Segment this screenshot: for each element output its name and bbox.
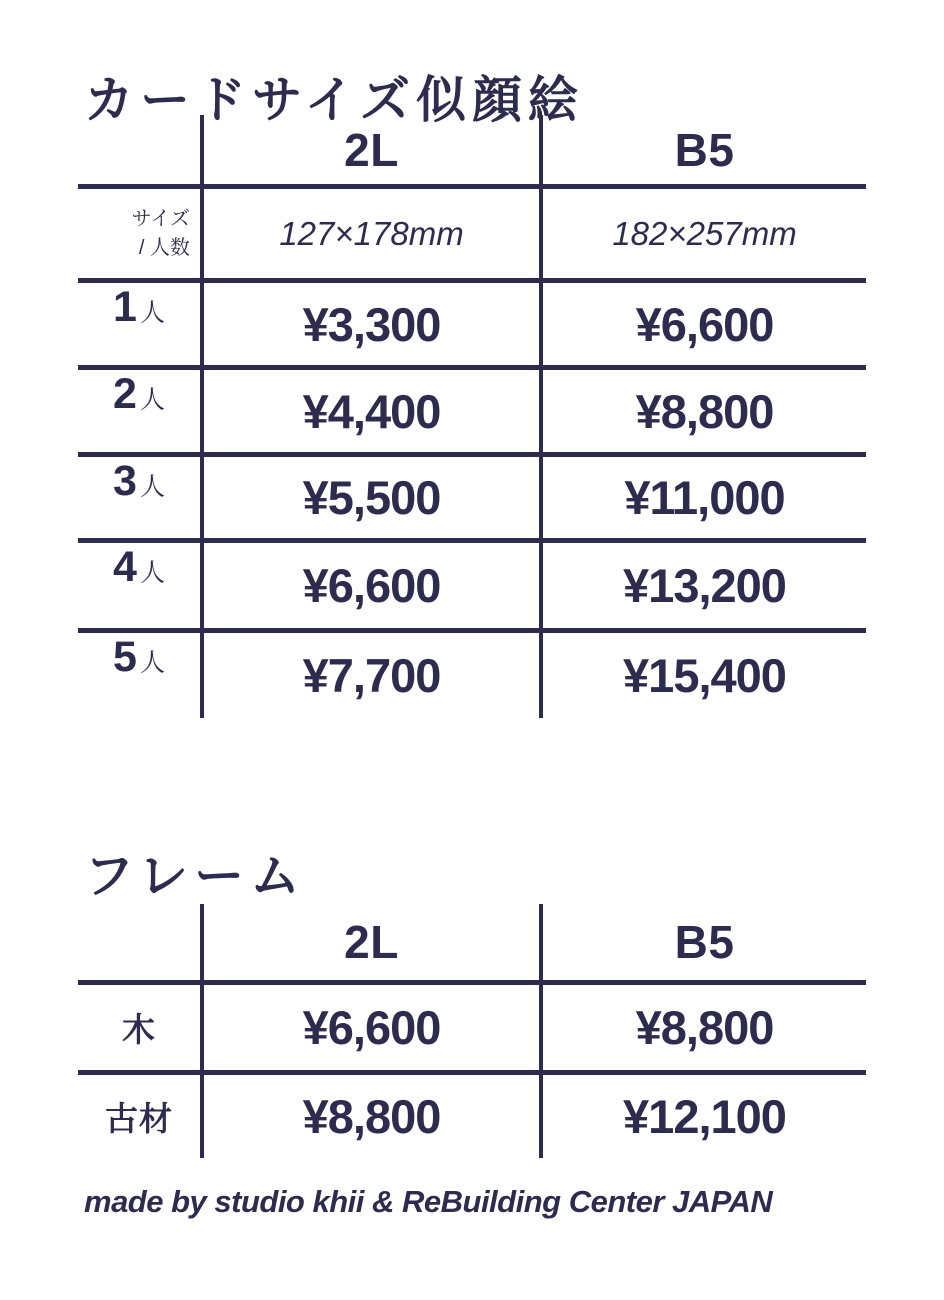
row-label-number: 5 (113, 633, 137, 681)
column-header-b5: B5 (539, 904, 866, 985)
price-cell: ¥6,600 (200, 543, 539, 633)
row-label-wood: 木 (78, 985, 200, 1075)
corner-label-line1: サイズ (131, 207, 190, 230)
price-cell: ¥11,000 (539, 457, 866, 543)
card-price-table (78, 115, 866, 718)
corner-empty-cell (78, 115, 200, 189)
row-label-number: 1 (113, 283, 137, 331)
row-label-unit: 人 (139, 649, 165, 677)
price-cell: ¥4,400 (200, 370, 539, 457)
frame-price-table (78, 904, 866, 1158)
column-header-2l: 2L (200, 904, 539, 985)
row-label-4 (78, 543, 200, 633)
size-cell-b5: 182×257mm (539, 189, 866, 283)
price-cell: ¥6,600 (539, 283, 866, 370)
corner-empty-cell (78, 904, 200, 985)
row-label-unit: 人 (139, 559, 165, 587)
price-cell: ¥8,800 (200, 1075, 539, 1158)
credit-line: made by studio khii & ReBuilding Center JAPAN (84, 1184, 773, 1219)
row-label-unit: 人 (139, 299, 165, 327)
price-cell: ¥3,300 (200, 283, 539, 370)
corner-label (78, 189, 200, 283)
card-section-title: カードサイズ似顔絵 (84, 71, 584, 128)
row-label-3 (78, 457, 200, 543)
price-cell: ¥6,600 (200, 985, 539, 1075)
row-label-2 (78, 370, 200, 457)
row-label-unit: 人 (139, 386, 165, 414)
price-cell: ¥15,400 (539, 633, 866, 718)
row-label-number: 4 (113, 543, 137, 591)
column-header-b5: B5 (539, 115, 866, 189)
frame-section-title: フレーム (84, 847, 306, 904)
row-label-5 (78, 633, 200, 718)
price-cell: ¥7,700 (200, 633, 539, 718)
row-label-number: 3 (113, 457, 137, 505)
price-cell: ¥8,800 (539, 985, 866, 1075)
row-label-reclaimed-wood: 古材 (105, 1100, 173, 1137)
price-cell: ¥12,100 (539, 1075, 866, 1158)
price-cell: ¥8,800 (539, 370, 866, 457)
row-label-number: 2 (113, 370, 137, 418)
column-header-2l: 2L (200, 115, 539, 189)
size-cell-2l: 127×178mm (200, 189, 539, 283)
row-label-1 (78, 283, 200, 370)
price-cell: ¥13,200 (539, 543, 866, 633)
row-label-unit: 人 (139, 473, 165, 501)
corner-label-line2: / 人数 (138, 236, 190, 259)
price-cell: ¥5,500 (200, 457, 539, 543)
